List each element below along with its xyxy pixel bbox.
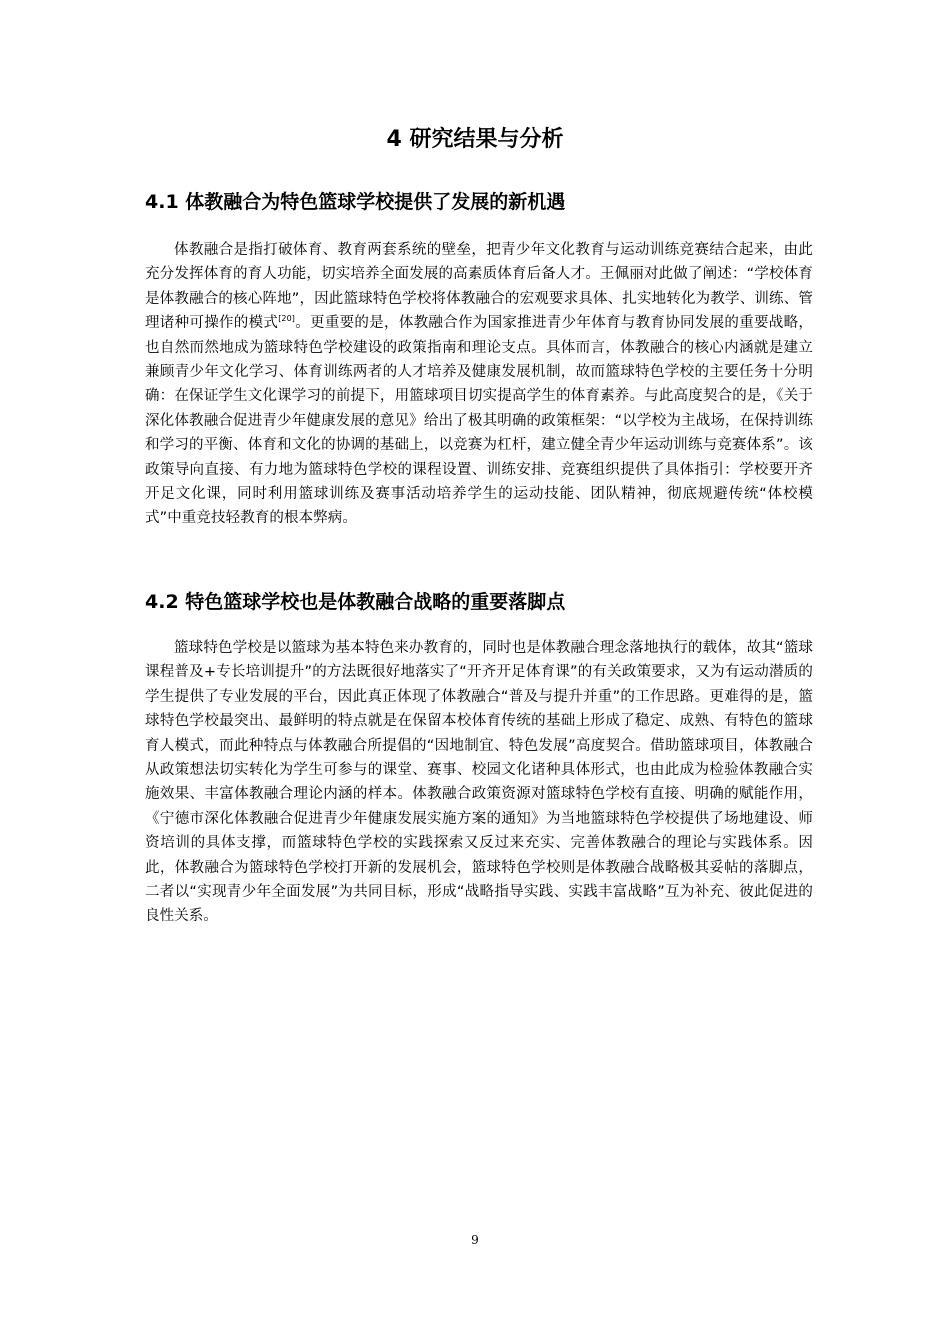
section-heading-4-1: 4.1 体教融合为特色篮球学校提供了发展的新机遇 (145, 191, 566, 213)
section-4-1-paragraph (145, 238, 813, 531)
section-4-2-paragraph: 篮球特色学校是以篮球为基本特色来办教育的，同时也是体教融合理念落地执行的载体，故其“篮球课程普及+专长培训提升”的方法既很好地落实了“开齐开足体育课”的有关政策要求，又为有运动潜质的学生提供了专业发展的平台，因此真正体现了体教融合“普及与提升并重”的工作思路。更难得的是，篮球特色学校最突出、最鲜明的特点就是在保留本校体育传统的基础上形成了稳定、成熟、有特色的篮球育人模式，而此种特点与体教融合所提倡的“因地制宜、特色发展”高度契合。借助篮球项目，体教融合从政策想法切实转化为学生可参与的课堂、赛事、校园文化诸种具体形式，也由此成为检验体教融合实施效果、丰富体教融合理论内涵的样本。体教融合政策资源对篮球特色学校有直接、明确的赋能作用，《宁德市深化体教融合促进青少年健康发展实施方案的通知》为当地篮球特色学校提供了场地建设、师资培训的具体支撑，而篮球特色学校的实践探索又反过来充实、完善体教融合的理论与实践体系。因此，体教融合为篮球特色学校打开新的发展机会，篮球特色学校则是体教融合战略极其妥帖的落脚点，二者以“实现青少年全面发展”为共同目标，形成“战略指导实践、实践丰富战略”互为补充、彼此促进的良性关系。 (145, 640, 813, 925)
page-number: 9 (471, 1233, 479, 1247)
section-heading-4-2: 4.2 特色篮球学校也是体教融合战略的重要落脚点 (145, 591, 566, 613)
citation-reference[interactable]: [20] (278, 314, 296, 324)
paragraph-text: 体教融合是指打破体育、教育两套系统的壁垒，把青少年文化教育与运动训练竞赛结合起来，由此充分发挥体育的育人功能，切实培养全面发展的高素质体育后备人才。王佩丽对此做了阐述：“学校体育是体教融合的核心阵地”，因此篮球特色学校将体教融合的宏观要求具体、扎实地转化为教学、训练、管理诸种可操作的模式 (145, 242, 813, 332)
chapter-title: 4 研究结果与分析 (386, 127, 564, 152)
paragraph-text: 。更重要的是，体教融合作为国家推进青少年体育与教育协同发展的重要战略，也自然而然地成为篮球特色学校建设的政策指南和理论支点。具体而言，体教融合的核心内涵就是建立兼顾青少年文化学习、体育训练两者的人才培养及健康发展机制，故而篮球特色学校的主要任务十分明确：在保证学生文化课学习的前提下，用篮球项目切实提高学生的体育素养。与此高度契合的是，《关于深化体教融合促进青少年健康发展的意见》给出了极其明确的政策框架：“以学校为主战场，在保持训练和学习的平衡、体育和文化的协调的基础上，以竞赛为杠杆，建立健全青少年运动训练与竞赛体系”。该政策导向直接、有力地为篮球特色学校的课程设置、训练安排、竞赛组织提供了具体指引：学校要开齐开足文化课，同时利用篮球训练及赛事活动培养学生的运动技能、团队精神，彻底规避传统“体校模式”中重竞技轻教育的根本弊病。 (145, 315, 814, 527)
